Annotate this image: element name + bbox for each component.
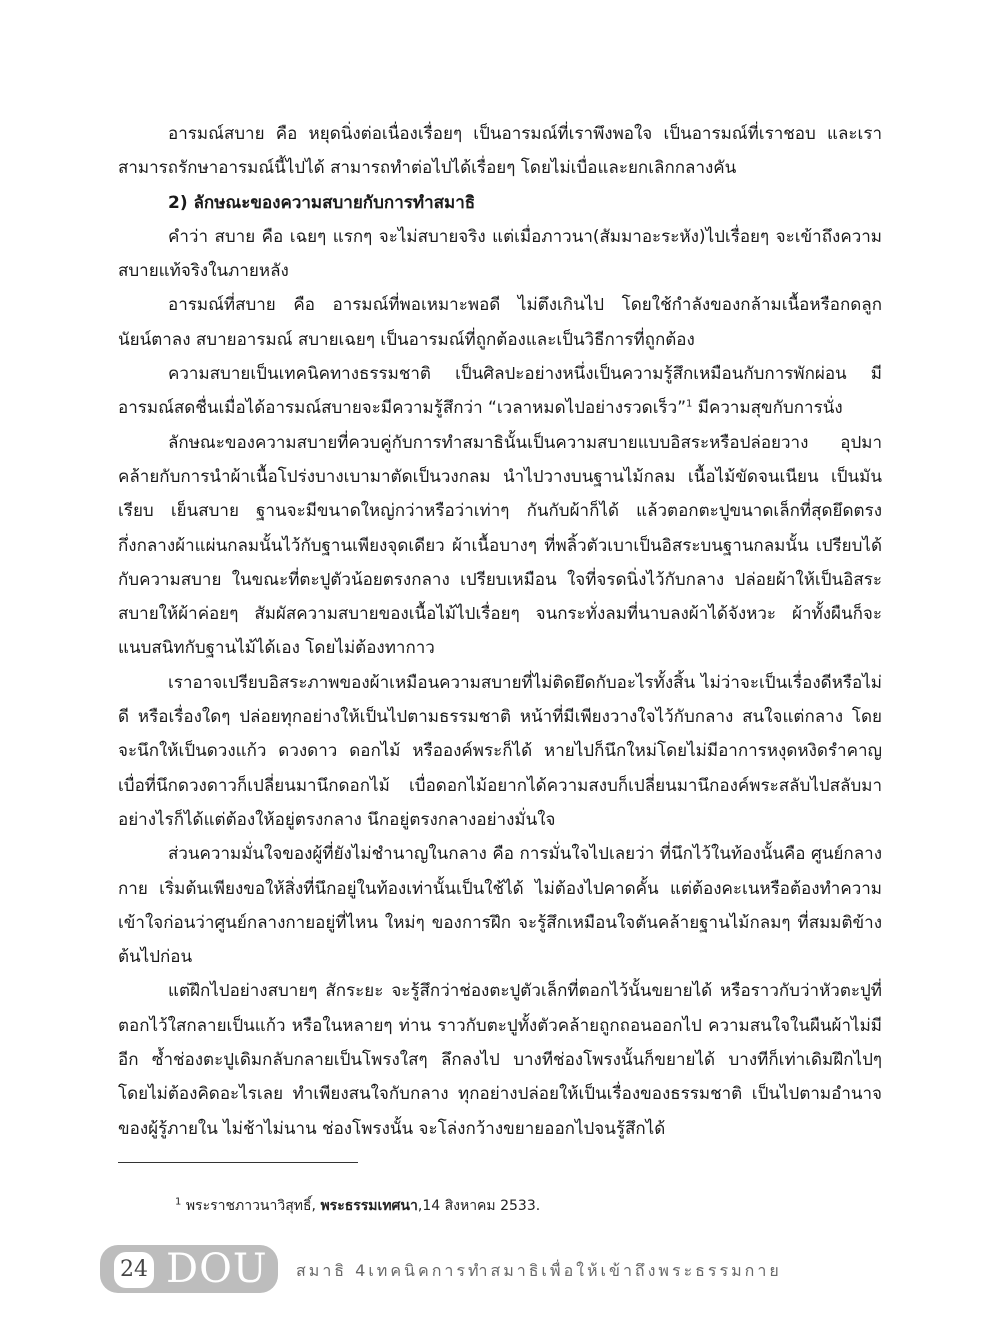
footnote xyxy=(175,1195,540,1217)
paragraph: อารมณ์สบาย คือ หยุดนิ่งต่อเนื่องเรื่อยๆ เป็นอารมณ์ที่เราพึงพอใจ เป็นอารมณ์ที่เราชอบ และเราสามารถรักษาอารมณ์นี้ไปได้ สามารถทำต่อไปได้เรื่อยๆ โดยไม่เบื่อและยกเลิกกลางคัน xyxy=(118,124,882,179)
footnote-author: พระราชภาวนาวิสุทธิ์, xyxy=(181,1198,321,1214)
paragraph: แต่ฝึกไปอย่างสบายๆ สักระยะ จะรู้สึกว่าช่องตะปูตัวเล็กที่ตอกไว้นั้นขยายได้ หรือราวกับว่าหัวตะปูที่ตอกไว้ใสกลายเป็นแก้ว หรือในหลายๆ ท่าน ราวกับตะปูทั้งตัวคล้ายถูกถอนออกไป ความสนใจในผืนผ้าไม่มีอีก ซ้ำช่องตะปูเดิมกลับกลายเป็นโพรงใสๆ ลึกลงไป บางทีช่องโพรงนั้นก็ขยายได้ บางทีก็เท่าเดิมฝึกไปๆ โดยไม่ต้องคิดอะไรเลย ทำเพียงสนใจกับกลาง ทุกอย่างปล่อยให้เป็นเรื่องของธรรมชาติ เป็นไปตามอำนาจของผู้รู้ภายใน ไม่ช้าไม่นาน ช่องโพรงนั้น จะโล่งกว้างขยายออกไปจนรู้สึกได้ xyxy=(118,981,882,1139)
paragraph-with-footnote xyxy=(118,357,882,426)
paragraph: อารมณ์ที่สบาย คือ อารมณ์ที่พอเหมาะพอดี ไม่ตึงเกินไป โดยใช้กำลังของกล้ามเนื้อหรือกดลูกนัยน์ตาลง สบายอารมณ์ สบายเฉยๆ เป็นอารมณ์ที่ถูกต้องและเป็นวิธีการที่ถูกต้อง xyxy=(118,295,882,350)
paragraph-text: มีความสุขกับการนั่ง xyxy=(692,398,843,419)
paragraph: เราอาจเปรียบอิสระภาพของผ้าเหมือนความสบายที่ไม่ติดยึดกับอะไรทั้งสิ้น ไม่ว่าจะเป็นเรื่องดีหรือไม่ดี หรือเรื่องใดๆ ปล่อยทุกอย่างให้เป็นไปตามธรรมชาติ หน้าที่มีเพียงวางใจไว้กับกลาง สนใจแต่กลาง โดยจะนึกให้เป็นดวงแก้ว ดวงดาว ดอกไม้ หรือองค์พระก็ได้ หายไปก็นึกใหม่โดยไม่มีอาการหงุดหงิดรำคาญ เบื่อที่นึกดวงดาวก็เปลี่ยนมานึกดอกไม้ เบื่อดอกไม้อยากได้ความสงบก็เปลี่ยนมานึกองค์พระสลับไปสลับมาอย่างไรก็ได้แต่ต้องให้อยู่ตรงกลาง นึกอยู่ตรงกลางอย่างมั่นใจ xyxy=(118,672,882,830)
paragraph: ส่วนความมั่นใจของผู้ที่ยังไม่ชำนาญในกลาง คือ การมั่นใจไปเลยว่า ที่นึกไว้ในท้องนั้นคือ ศูนย์กลางกาย เริ่มต้นเพียงขอให้สิ่งที่นึกอยู่ในท้องเท่านั้นเป็นใช้ได้ ไม่ต้องไปคาดคั้น แต่ต้องคะเนหรือต้องทำความเข้าใจก่อนว่าศูนย์กลางกายอยู่ที่ไหน ใหม่ๆ ของการฝึก จะรู้สึกเหมือนใจตันคล้ายฐานไม้กลมๆ ที่สมมติข้างต้นไปก่อน xyxy=(118,844,882,968)
footnote-marker[interactable]: 1 xyxy=(686,398,693,410)
paragraph: คำว่า สบาย คือ เฉยๆ แรกๆ จะไม่สบายจริง แต่เมื่อภาวนา(สัมมาอะระหัง)ไปเรื่อยๆ จะเข้าถึงความสบายแท้จริงในภายหลัง xyxy=(118,226,882,282)
section-heading: 2) ลักษณะของความสบายกับการทำสมาธิ xyxy=(168,192,476,213)
footnote-divider xyxy=(118,1162,358,1163)
page-number: 24 xyxy=(114,1252,154,1288)
paragraph: ลักษณะของความสบายที่ควบคู่กับการทำสมาธินั้นเป็นความสบายแบบอิสระหรือปล่อยวาง อุปมา คล้ายกับการนำผ้าเนื้อโปร่งบางเบามาตัดเป็นวงกลม นำไปวางบนฐานไม้กลม เนื้อไม้ขัดจนเนียน เป็นมันเรียบ เย็นสบาย ฐานจะมีขนาดใหญ่กว่าหรือว่าเท่าๆ กันกับผ้าก็ได้ แล้วตอกตะปูขนาดเล็กที่สุดยึดตรงกึ่งกลางผ้าแผ่นกลมนั้นไว้กับฐานเพียงจุดเดียว ผ้าเนื้อบางๆ ที่พลิ้วตัวเบาเป็นอิสระบนฐานกลมนั้น เปรียบได้กับความสบาย ในขณะที่ตะปูตัวน้อยตรงกลาง เปรียบเหมือน ใจที่จรดนิ่งไว้กับกลาง ปล่อยผ้าให้เป็นอิสระสบายให้ผ้าค่อยๆ สัมผัสความสบายของเนื้อไม้ไปเรื่อยๆ จนกระทั่งลมที่นาบลงผ้าได้จังหวะ ผ้าทั้งผืนก็จะแนบสนิทกับฐานไม้ได้เอง โดยไม่ต้องทากาว xyxy=(118,432,882,659)
main-content xyxy=(118,117,882,1146)
brand-logo: DOU xyxy=(166,1246,268,1292)
footer-badge xyxy=(100,1245,278,1293)
footnote-number: 1 xyxy=(175,1196,182,1208)
footnote-work: พระธรรมเทศนา xyxy=(320,1198,418,1214)
book-title: สมาธิ 4เทคนิคการทำสมาธิเพื่อให้เข้าถึงพระธรรมกาย xyxy=(296,1261,782,1280)
footnote-date: ,14 สิงหาคม 2533. xyxy=(417,1198,541,1214)
page-footer xyxy=(100,1245,900,1297)
paragraph-text: ความสบายเป็นเทคนิคทางธรรมชาติ เป็นศิลปะอย่างหนึ่งเป็นความรู้สึกเหมือนกับการพักผ่อน มีอารมณ์สดชื่นเมื่อได้อารมณ์สบายจะมีความรู้สึกว่า “เวลาหมดไปอย่างรวดเร็ว” xyxy=(118,364,882,419)
